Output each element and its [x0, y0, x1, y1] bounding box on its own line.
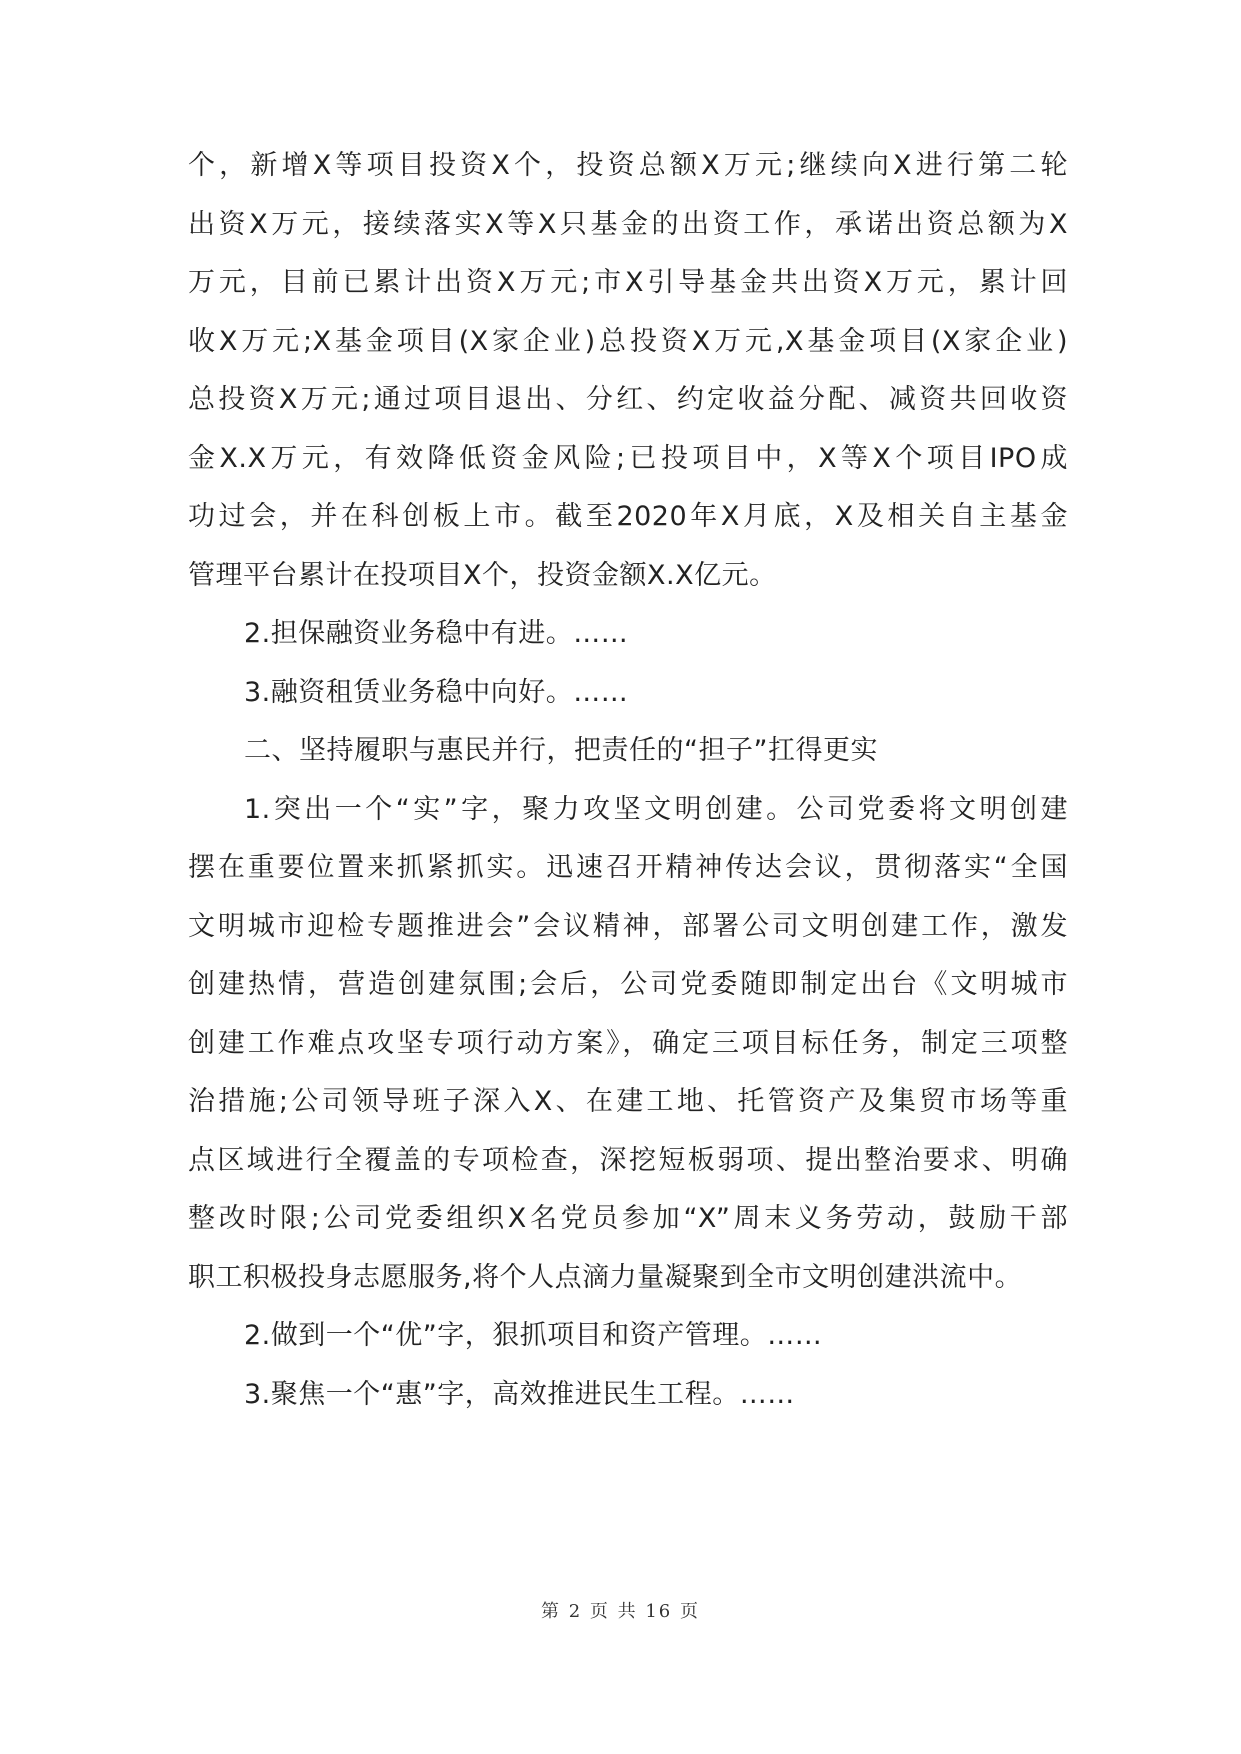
- body-line: 职工积极投身志愿服务,将个人点滴力量凝聚到全市文明创建洪流中。: [188, 1261, 1023, 1293]
- body-line: 功过会，并在科创板上市。截至2020年X月底，X及相关自主基金: [188, 501, 1068, 532]
- body-line: 治措施;公司领导班子深入X、在建工地、托管资产及集贸市场等重: [188, 1086, 1068, 1117]
- body-line: 收X万元;X基金项目(X家企业)总投资X万元,X基金项目(X家企业): [188, 325, 1068, 357]
- page-footer: 第 2 页 共 16 页: [541, 1601, 700, 1622]
- body-line: 3.融资租赁业务稳中向好。……: [244, 676, 629, 708]
- body-line: 文明城市迎检专题推进会”会议精神，部署公司文明创建工作，激发: [188, 910, 1068, 942]
- body-line: 点区域进行全覆盖的专项检查，深挖短板弱项、提出整治要求、明确: [188, 1144, 1068, 1176]
- body-line: 摆在重要位置来抓紧抓实。迅速召开精神传达会议，贯彻落实“全国: [188, 852, 1068, 883]
- body-line: 整改时限;公司党委组织X名党员参加“X”周末义务劳动，鼓励干部: [188, 1203, 1068, 1234]
- body-line: 2.担保融资业务稳中有进。……: [244, 618, 629, 649]
- body-line: 个，新增X等项目投资X个，投资总额X万元;继续向X进行第二轮: [188, 150, 1068, 181]
- body-line: 创建热情，营造创建氛围;会后，公司党委随即制定出台《文明城市: [188, 969, 1068, 1000]
- body-line: 出资X万元，接续落实X等X只基金的出资工作，承诺出资总额为X: [188, 208, 1068, 240]
- body-line: 管理平台累计在投项目X个，投资金额X.X亿元。: [188, 559, 777, 591]
- body-line: 3.聚焦一个“惠”字，高效推进民生工程。……: [244, 1378, 795, 1410]
- body-line: 金X.X万元，有效降低资金风险;已投项目中，X等X个项目IPO成: [188, 442, 1068, 474]
- body-line: 二、坚持履职与惠民并行，把责任的“担子”扛得更实: [244, 735, 878, 766]
- body-line: 万元，目前已累计出资X万元;市X引导基金共出资X万元，累计回: [188, 267, 1068, 298]
- body-line: 总投资X万元;通过项目退出、分红、约定收益分配、减资共回收资: [188, 384, 1068, 415]
- body-line: 1.突出一个“实”字，聚力攻坚文明创建。公司党委将文明创建: [244, 793, 1068, 825]
- body-line: 2.做到一个“优”字，狠抓项目和资产管理。……: [244, 1320, 823, 1351]
- body-line: 创建工作难点攻坚专项行动方案》，确定三项目标任务，制定三项整: [188, 1027, 1068, 1059]
